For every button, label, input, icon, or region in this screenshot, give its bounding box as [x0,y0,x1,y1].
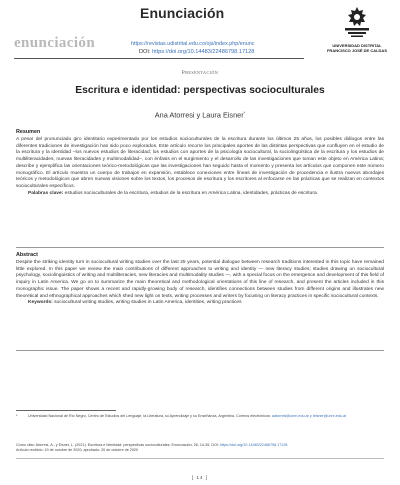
keywords-list: sociocultural writing studies, writing studies in Latin America, identities, writing practices [54,300,242,306]
header-rule [14,58,304,59]
journal-wordmark: enunciación [14,35,96,51]
article-authors [0,110,400,119]
citation-doi-link[interactable]: https://doi.org/10.14483/22486798.17128 [219,443,288,447]
abstract-heading: Abstract [16,252,38,258]
footnote-body [28,414,384,419]
university-name [321,43,393,53]
citation-text: Cómo citar: Atorresi, A., y Eisner, L. (2021). Escritura e identidad: perspectivas socioculturales. Enunciación, 26, 14-35. [16,443,211,447]
university-seal-icon [335,5,379,39]
palabras-clave-label: Palabras clave: [28,190,64,196]
resumen-section [16,129,384,197]
keywords-label: Keywords: [28,300,53,306]
citation-doi-label: DOI: [211,443,219,447]
footnote-emails-link[interactable]: aatorresi@unrn.edu.ar y leisner@unrn.edu.ar [271,414,347,418]
article-title: Escritura e identidad: perspectivas socioculturales [75,85,325,96]
palabras-clave-list: estudios socioculturales de la escritura, estudios de la escritura en América Latina, identidades, prácticas de escritura. [64,190,318,196]
footnote-rule [16,410,116,411]
author-footnote [16,414,384,419]
citation-dates: Artículo recibido: 19 de octubre de 2020; aprobado: 20 de octubre de 2020 [16,448,138,452]
header-doi [139,49,254,55]
author-footnote-mark: * [243,110,246,115]
university-name-line: UNIVERSIDAD DISTRITAL [332,43,382,48]
section-divider [16,350,384,351]
section-label: Presentación [181,70,219,76]
footnote-mark: * [16,414,18,418]
university-name-line: FRANCISCO JOSÉ DE CALDAS [326,48,387,53]
resumen-text: A pesar del pronunciado giro identitario experimentado por los estudios socioculturales de la escritura durante los últimos 25 años, los posibles diálogos entre las diferentes tradiciones de investigación han sido poco explorados. Este artículo recorre los principales aportes de las distintas perspectivas que confluyen en el estudio de la escritura y la identidad –los nuevos estudios de literacidad; los estudios con aportes de la psicología sociocultural, la sociolingüística de la escritura y los estudios de multiliteracidades, nuevas literacidades y multimodalidad–, con énfasis en el surgimiento y el desarrollo de las investigaciones que toman este objeto en América Latina; describe y ejemplifica las orientaciones teórico-metodológicas que las investigaciones han seguido hasta el momento y presenta los artículos que componen este número monográfico. El artículo muestra un cuerpo de trabajos en expansión, establece conexiones entre líneas de investigación de procedencia e ilustra nuevos abordajes teóricos y metodológicos que abren nuevas visiones sobre los textos, los procesos de escritura y los escritores al enfocarse en las prácticas que se realizan en contextos socioculturales específicos. [16,137,384,189]
page-number: [ 14 ] [191,475,208,480]
abstract-text: Despite the striking identity turn in sociocultural writing studies over the last 25 years, potential dialogue between research traditions interested in this topic have remained little explored. In this paper we review the main contributions of different approaches to writing and identity — new literacy studies; studies drawing on sociocultural psychology, sociolinguistics of writing and multiliteracies, new literacies and multimodality studies —, with a special focus on the emergence and development of this field of inquiry in Latin America. We go on to summarize the main theoretical and methodological orientations of this line of research, and present the articles included in this monographic issue. The paper shows a recent and rapidly-growing body of research, identifies connections between studies from different origins and illustrates new theoretical and ethnographical approaches which shed new light on texts, writing processes and writers by focusing on literacy practices in specific sociocultural contexts. [16,260,384,299]
authors-names: Ana Atorresi y Laura Eisner [154,110,244,120]
citation-rule [16,458,384,459]
abstract-keywords [28,300,384,307]
doi-label: DOI: [139,49,151,55]
header-doi-link[interactable]: https://doi.org/10.14483/22486798.17128 [152,49,255,55]
section-divider [16,247,384,248]
journal-url-link[interactable]: https://revistas.udistrital.edu.co/ojs/index.php/enunc [131,41,255,47]
citation-block [16,443,384,453]
abstract-section [16,252,384,307]
resumen-heading: Resumen [16,129,41,135]
journal-title: Enunciación [140,5,225,21]
resumen-keywords [28,191,384,198]
footnote-text: Universidad Nacional de Río Negro, Centro de Estudios del Lenguaje, la Literatura, su Aprendizaje y su Enseñanza, Argentina. Correos electrónicos: [28,414,271,418]
